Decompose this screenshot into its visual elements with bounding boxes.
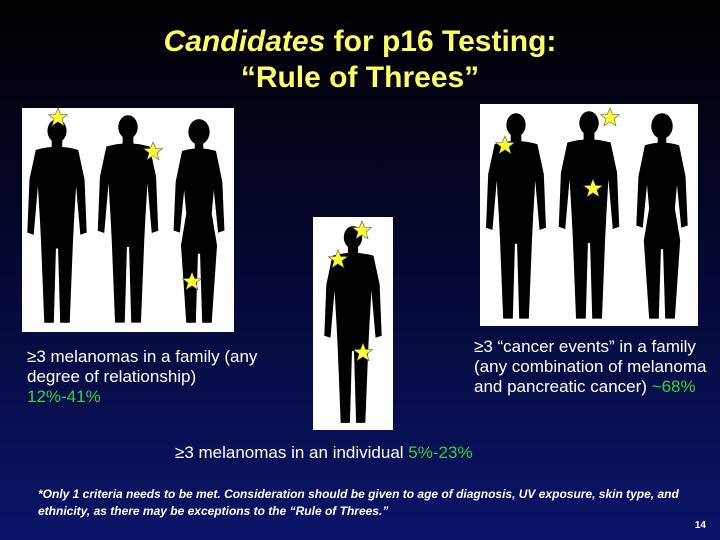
star-icon — [352, 220, 372, 240]
star-icon — [495, 135, 515, 155]
left-caption-text: ≥3 melanomas in a family (any degree of relationship) — [27, 347, 258, 386]
human-silhouette-icon — [174, 119, 225, 323]
star-icon — [328, 249, 348, 269]
slide-title — [0, 24, 720, 96]
center-caption — [175, 443, 575, 463]
center-individual-image — [313, 217, 393, 430]
star-icon — [182, 271, 202, 291]
right-caption-text: ≥3 “cancer events” in a family (any combination of melanoma and pancreatic cancer) — [474, 337, 707, 396]
star-icon — [48, 107, 68, 127]
left-silhouettes — [22, 108, 234, 332]
star-icon — [600, 107, 620, 127]
center-silhouette — [313, 217, 393, 430]
left-family-image — [22, 108, 234, 332]
page-number: 14 — [694, 520, 706, 531]
star-icon — [353, 342, 373, 362]
center-caption-text: ≥3 melanomas in an individual — [175, 443, 409, 462]
human-silhouette-icon — [636, 113, 687, 318]
center-caption-value: 5%-23% — [408, 443, 473, 462]
title-line2: “Rule of Threes” — [240, 61, 480, 94]
right-caption-value: ~68% — [651, 377, 696, 396]
human-silhouette-icon — [559, 111, 619, 318]
title-italic-word: Candidates — [163, 25, 326, 58]
title-line1-rest: for p16 Testing: — [325, 25, 557, 58]
footnote: *Only 1 criteria needs to be met. Consideration should be given to age of diagnosis, UV exposure, skin type, and ethnicity, as there may be exceptions to the “Rule of Threes.” — [38, 487, 679, 518]
left-caption-value: 12%-41% — [27, 387, 101, 406]
star-icon — [583, 178, 603, 198]
right-caption — [474, 337, 714, 397]
star-icon — [143, 141, 163, 161]
left-caption — [27, 347, 267, 407]
human-silhouette-icon — [27, 119, 86, 323]
